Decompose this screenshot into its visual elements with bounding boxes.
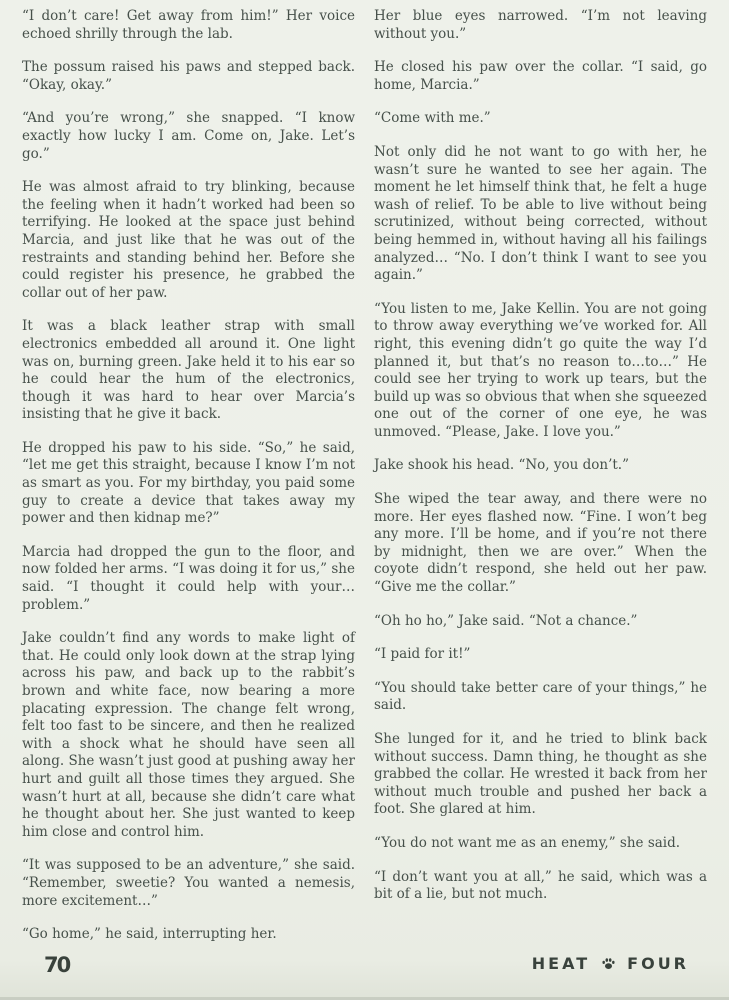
paragraph: “Come with me.” <box>374 110 491 127</box>
paragraph: It was a black leather strap with small electronics embedded all around it. One light was on, burning green. Jake held it to his ear so he could hear the hum of the electronics, though it was hard to hear over Marcia’s insisting that he give it back. <box>22 318 355 423</box>
page-number: 70 <box>44 953 70 977</box>
paragraph: “You do not want me as an enemy,” she said. <box>374 834 681 851</box>
paragraph: Jake shook his head. “No, you don’t.” <box>374 457 629 474</box>
paragraph: “It was supposed to be an adventure,” she said. “Remember, sweetie? You wanted a nemesis, more excitement…” <box>22 857 355 909</box>
paragraph: She wiped the tear away, and there were no more. Her eyes flashed now. “Fine. I won’t beg any more. I’ll be home, and if you’re not there by midnight, then we are over.” When the coyote didn’t respond, she held out her paw. “Give me the collar.” <box>374 491 707 596</box>
paragraph: “You listen to me, Jake Kellin. You are not going to throw away everything we’ve worked for. All right, this evening didn’t go quite the way I’d planned it, but that’s no reason to…to…” He could see her trying to work up tears, but the build up was so obvious that when she squeezed one out of the corner of one eye, he was unmoved. “Please, Jake. I love you.” <box>374 300 707 440</box>
paragraph: “I don’t care! Get away from him!” Her voice echoed shrilly through the lab. <box>22 8 355 42</box>
paragraph: She lunged for it, and he tried to blink back without success. Damn thing, he thought as she grabbed the collar. He wrested it back from her without much trouble and pushed her back a foot. She glared at him. <box>374 731 707 818</box>
right-text-column <box>374 8 707 920</box>
paragraph: He was almost afraid to try blinking, because the feeling when it hadn’t worked had been so terrifying. He looked at the space just behind Marcia, and just like that he was out of the restraints and standing behind her. Before she could register his presence, he grabbed the collar out of her paw. <box>22 179 355 301</box>
paragraph: “I paid for it!” <box>374 646 471 663</box>
paragraph: He dropped his paw to his side. “So,” he said, “let me get this straight, because I know I’m not as smart as you. For my birthday, you paid some guy to create a device that takes away my power and then kidnap me?” <box>22 439 355 527</box>
paragraph: Jake couldn’t find any words to make light of that. He could only look down at the strap lying across his paw, and back up to the rabbit’s brown and white face, now bearing a more placating expression. The change felt wrong, felt too fast to be sincere, and then he realized with a shock what he should have seen all along. She wasn’t just good at pushing away her hurt and guilt all those times they argued. She wasn’t hurt at all, because she didn’t care what he thought about her. She just wanted to keep him close and control him. <box>22 630 355 840</box>
footer-word-four: FOUR <box>627 954 689 973</box>
paragraph: He closed his paw over the collar. “I said, go home, Marcia.” <box>374 59 707 93</box>
paragraph: “Go home,” he said, interrupting her. <box>22 926 277 943</box>
paragraph: “Oh ho ho,” Jake said. “Not a chance.” <box>374 612 638 629</box>
paragraph: Marcia had dropped the gun to the floor, and now folded her arms. “I was doing it for us,” she said. “I thought it could help with your… problem.” <box>22 543 355 613</box>
footer-title <box>532 954 689 973</box>
paragraph: “And you’re wrong,” she snapped. “I know exactly how lucky I am. Come on, Jake. Let’s go.” <box>22 110 355 162</box>
paw-print-icon <box>601 956 616 971</box>
paragraph: Not only did he not want to go with her, he wasn’t sure he wanted to see her again. The moment he let himself think that, he felt a huge wash of relief. To be able to live without being scrutinized, without being corrected, without being hemmed in, without having all his failings analyzed… “No. I don’t think I want to see you again.” <box>374 143 707 284</box>
paragraph: “I don’t want you at all,” he said, which was a bit of a lie, but not much. <box>374 868 707 903</box>
left-text-column <box>22 8 355 960</box>
paragraph: “You should take better care of your things,” he said. <box>374 679 707 714</box>
paragraph: The possum raised his paws and stepped back. “Okay, okay.” <box>22 59 355 93</box>
footer-word-heat: HEAT <box>531 954 591 973</box>
paragraph: Her blue eyes narrowed. “I’m not leaving without you.” <box>374 8 707 42</box>
